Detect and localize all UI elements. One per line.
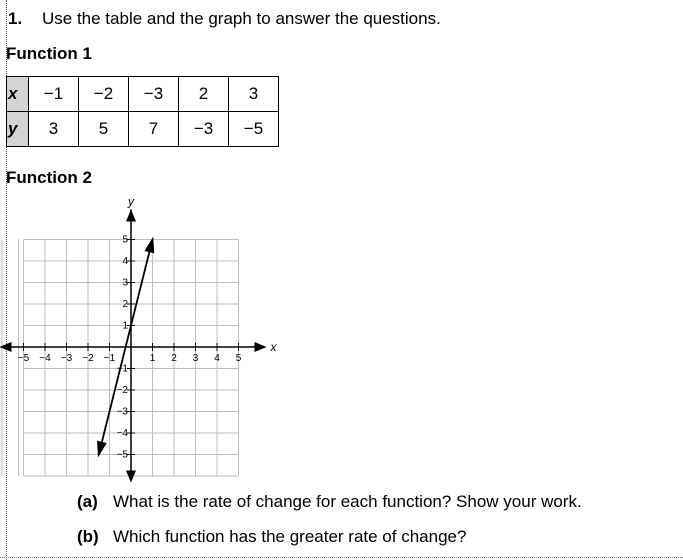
- question-number: 1.: [8, 9, 23, 28]
- y-tick-label: −4: [116, 428, 128, 439]
- x-tick-label: −1: [103, 353, 116, 364]
- y-value-cell: 5: [79, 112, 129, 147]
- x-axis-arrow-right: [255, 342, 267, 352]
- question-text: Use the table and the graph to answer the questions.: [42, 9, 441, 28]
- x-value-cell: −2: [79, 77, 129, 112]
- x-tick-label: −3: [60, 353, 73, 364]
- function-1-heading: Function 1: [6, 44, 92, 63]
- x-axis-label: x: [270, 340, 277, 354]
- y-header-cell: y: [7, 112, 29, 147]
- x-tick-label: 4: [214, 353, 220, 364]
- y-value-cell: 3: [29, 112, 79, 147]
- y-tick-label: 3: [122, 277, 128, 289]
- sub-question-a: [77, 492, 582, 512]
- y-tick-label: −5: [116, 449, 128, 461]
- page-bottom-border: [0, 557, 683, 558]
- function-2-graph: [0, 195, 300, 485]
- y-tick-label: −1: [116, 363, 128, 375]
- x-value-cell: −1: [29, 77, 79, 112]
- x-tick-label: −4: [39, 353, 51, 364]
- y-tick-label: −3: [116, 406, 128, 418]
- y-axis-label: y: [128, 195, 134, 209]
- y-value-cell: −5: [229, 112, 279, 147]
- y-value-cell: −3: [179, 112, 229, 147]
- question-prompt: [8, 9, 441, 29]
- function-1-table: [6, 76, 279, 147]
- sub-question-b-label: (b): [77, 527, 99, 546]
- y-tick-label: 5: [122, 234, 128, 246]
- sub-question-b: [77, 527, 466, 547]
- sub-question-a-text: What is the rate of change for each function? Show your work.: [113, 492, 582, 511]
- sub-question-b-text: Which function has the greater rate of change?: [113, 527, 467, 546]
- y-tick-label: 4: [122, 256, 128, 267]
- x-value-cell: −3: [129, 77, 179, 112]
- y-tick-label: 1: [122, 320, 128, 332]
- function-2-heading: Function 2: [6, 168, 92, 187]
- x-tick-label: 3: [192, 353, 199, 364]
- x-tick-label: −5: [17, 353, 30, 364]
- x-header-cell: x: [7, 77, 29, 112]
- table-row-x: [7, 77, 279, 112]
- x-value-cell: 3: [229, 77, 279, 112]
- table-row-y: [7, 112, 279, 147]
- x-tick-label: 2: [171, 353, 177, 364]
- x-tick-label: 5: [235, 353, 242, 364]
- x-value-cell: 2: [179, 77, 229, 112]
- sub-question-a-label: (a): [77, 492, 98, 511]
- y-tick-label: 2: [122, 299, 128, 310]
- y-value-cell: 7: [129, 112, 179, 147]
- x-tick-label: −2: [82, 353, 94, 364]
- y-tick-label: −2: [116, 385, 128, 396]
- y-axis-arrow-up: [126, 210, 136, 222]
- x-tick-label: 1: [149, 353, 156, 364]
